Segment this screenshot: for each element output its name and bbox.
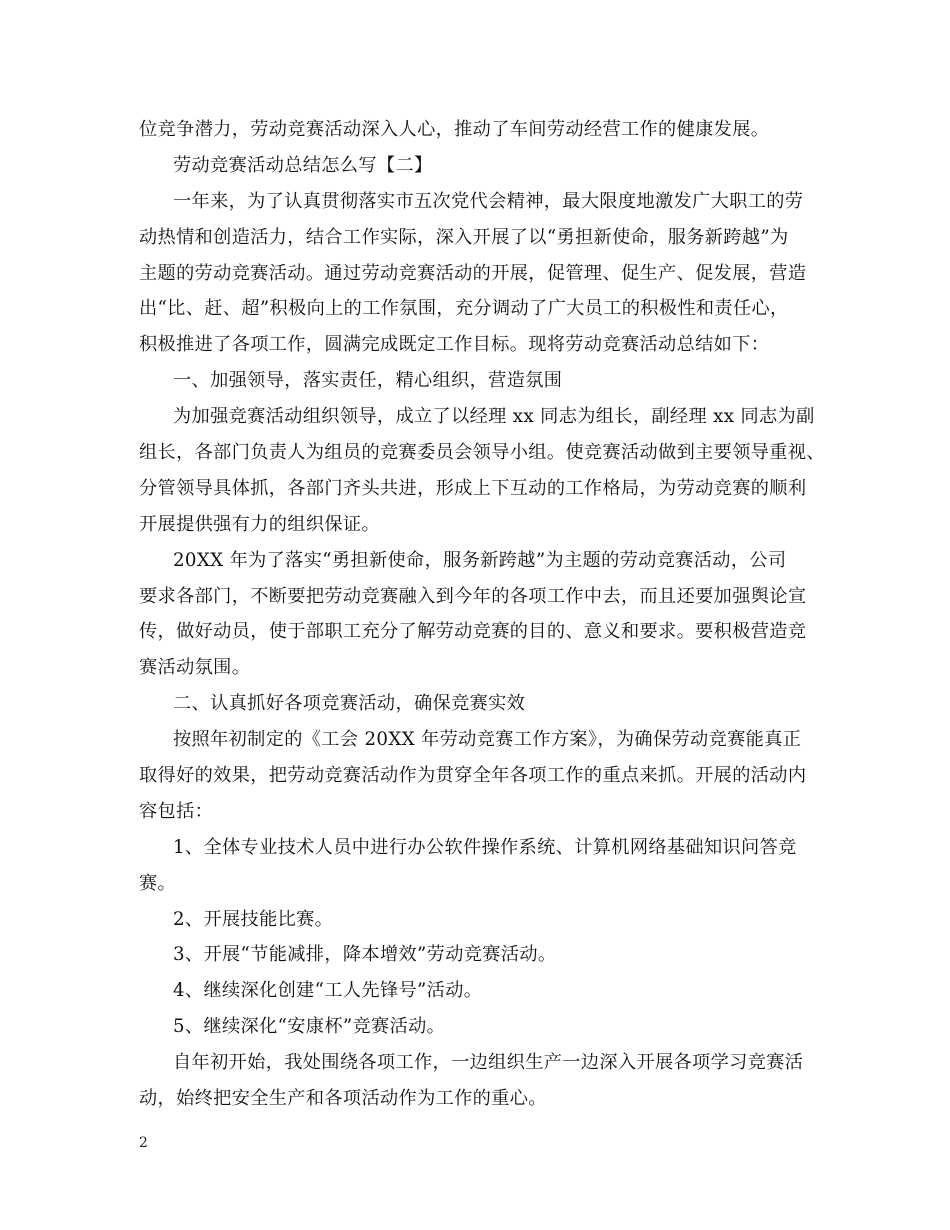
paragraph-line: 要求各部门，不断要把劳动竞赛融入到今年的各项工作中去，而且还要加强舆论宣 xyxy=(139,585,807,607)
paragraph-line: 积极推进了各项工作，圆满完成既定工作目标。现将劳动竞赛活动总结如下： xyxy=(139,334,770,356)
list-item: 3、开展“节能减排，降本增效”劳动竞赛活动。 xyxy=(173,944,557,966)
paragraph-line: 组长，各部门负责人为组员的竞赛委员会领导小组。使竞赛活动做到主要领导重视、 xyxy=(139,442,825,464)
list-item: 5、继续深化“安康杯”竞赛活动。 xyxy=(173,1016,446,1038)
paragraph-line: 动，始终把安全生产和各项活动作为工作的重心。 xyxy=(139,1088,547,1110)
paragraph-line: 按照年初制定的《工会 20XX 年劳动竞赛工作方案》，为确保劳动竞赛能真正 xyxy=(173,729,802,751)
document-body xyxy=(139,112,839,1117)
paragraph-line: 赛活动氛围。 xyxy=(139,657,251,679)
page-number: 2 xyxy=(139,1135,148,1151)
paragraph-line: 分管领导具体抓，各部门齐头共进，形成上下互动的工作格局，为劳动竞赛的顺利 xyxy=(139,477,807,499)
paragraph-line: 容包括： xyxy=(139,800,214,822)
section-heading: 劳动竞赛活动总结怎么写【二】 xyxy=(173,154,433,176)
paragraph-line: 出“比、赶、超”积极向上的工作氛围，充分调动了广大员工的积极性和责任心， xyxy=(139,298,789,320)
paragraph-line: 为加强竞赛活动组织领导，成立了以经理 xx 同志为组长，副经理 xx 同志为副 xyxy=(173,406,815,428)
list-item-continuation: 赛。 xyxy=(139,872,177,894)
section-heading: 二、认真抓好各项竞赛活动，确保竞赛实效 xyxy=(173,693,526,715)
paragraph-line: 20XX 年为了落实“勇担新使命，服务新跨越”为主题的劳动竞赛活动，公司 xyxy=(173,549,787,571)
paragraph-line: 传，做好动员，使于部职工充分了解劳动竞赛的目的、意义和要求。要积极营造竞 xyxy=(139,621,807,643)
paragraph-line: 动热情和创造活力，结合工作实际，深入开展了以“勇担新使命，服务新跨越”为 xyxy=(139,226,789,248)
list-item: 4、继续深化创建“工人先锋号”活动。 xyxy=(173,980,483,1002)
paragraph-line: 开展提供强有力的组织保证。 xyxy=(139,513,380,535)
list-item: 1、全体专业技术人员中进行办公软件操作系统、计算机网络基础知识问答竞 xyxy=(173,836,797,858)
list-item: 2、开展技能比赛。 xyxy=(173,908,334,930)
section-heading: 一、加强领导，落实责任，精心组织，营造氛围 xyxy=(173,370,563,392)
paragraph-line: 主题的劳动竞赛活动。通过劳动竞赛活动的开展，促管理、促生产、促发展，营造 xyxy=(139,262,807,284)
paragraph-line: 取得好的效果，把劳动竞赛活动作为贯穿全年各项工作的重点来抓。开展的活动内 xyxy=(139,765,807,787)
paragraph-line: 位竞争潜力，劳动竞赛活动深入人心，推动了车间劳动经营工作的健康发展。 xyxy=(139,119,770,140)
paragraph-line: 自年初开始，我处围绕各项工作，一边组织生产一边深入开展各项学习竞赛活 xyxy=(173,1052,804,1074)
paragraph-line: 一年来，为了认真贯彻落实市五次党代会精神，最大限度地激发广大职工的劳 xyxy=(173,190,804,212)
